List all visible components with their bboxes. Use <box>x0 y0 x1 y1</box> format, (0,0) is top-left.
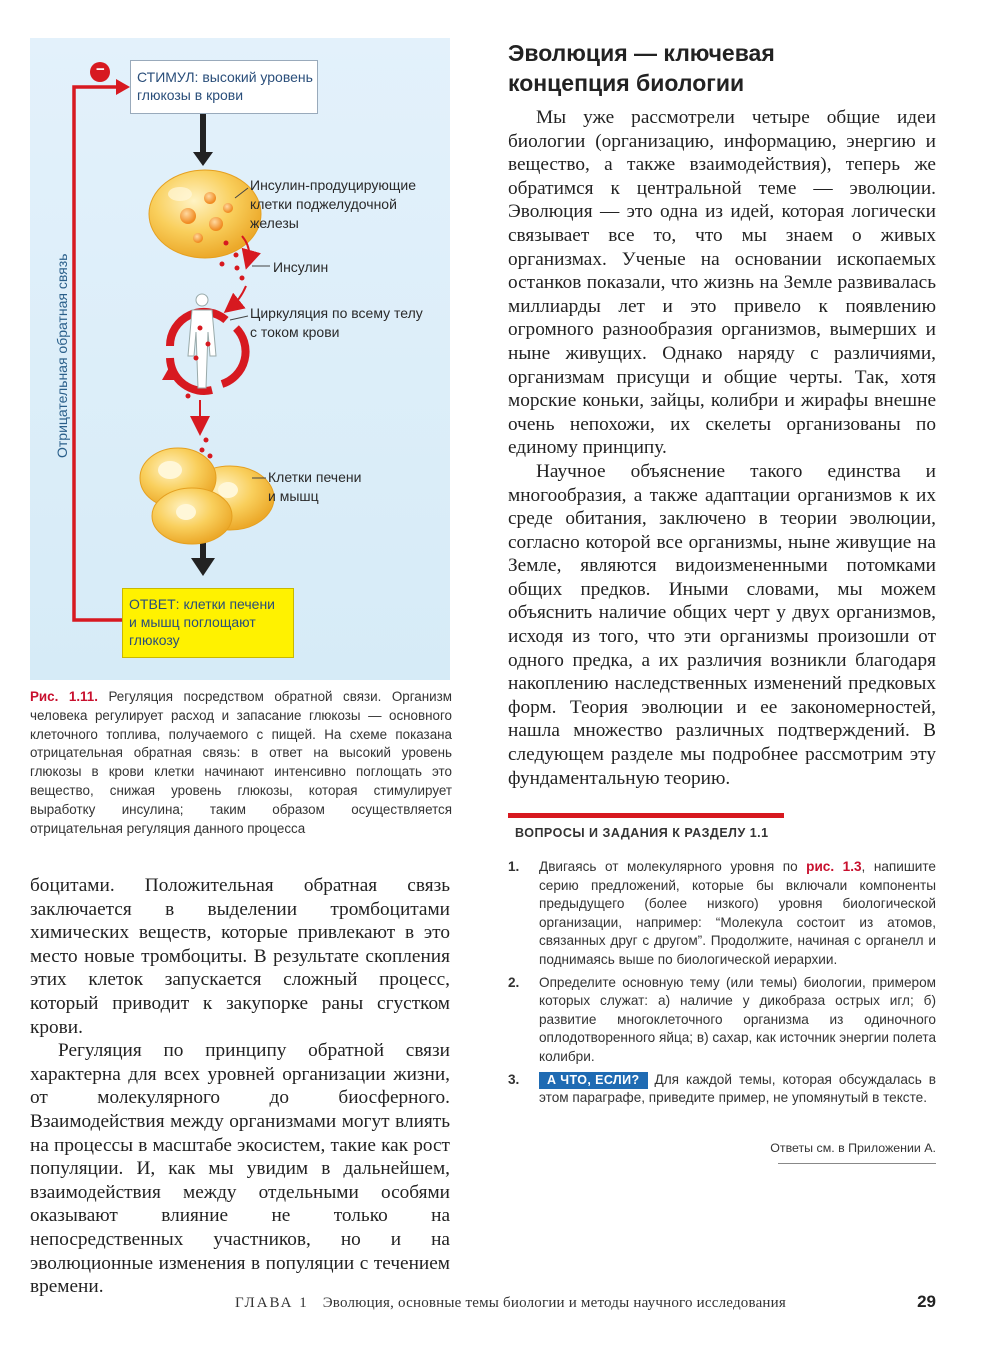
minus-sign: − <box>96 61 105 78</box>
question-2 <box>508 974 936 1067</box>
liver-label-1: Клетки печени <box>268 469 362 485</box>
feedback-diagram-graphic <box>30 38 450 680</box>
left-paragraph-1: боцитами. Положительная обратная связь заключается в выделении тромбоцитами химических веществ, которые привлекают в это место новые тромбоциты. В результате скопления этих клеток запускается сложный процесс, который приводит к закупорке раны сгустком крови. <box>30 875 450 1038</box>
question-3-text <box>539 1071 936 1108</box>
response-box <box>122 588 294 658</box>
section-paragraph-2: Научное объяснение такого единства и многообразия, а также адаптации организмов к их среде обитания, заключено в теории эволюции, согласно которой все организмы, ныне живущие на Земле, являются видоизмененными потомками общих предков. Иными словами, мы можем объяснить наличие общих черт у двух организмов, исходя из того, что эти организмы произошли от одного предка, а их различия возникли благодаря накоплению наследственных изменений предковых форм. Теория эволюции и ее закономерностей, нашла множество различных подтверждений. В следующем разделе мы подробнее рассмотрим эту фундаментальную теорию. <box>508 460 936 789</box>
questions-list <box>508 858 936 1112</box>
questions-heading: ВОПРОСЫ И ЗАДАНИЯ К РАЗДЕЛУ 1.1 <box>515 826 769 840</box>
response-line2: и мышц поглощают <box>129 614 256 630</box>
figure-feedback-diagram <box>30 38 450 680</box>
question-1-number: 1. <box>508 859 520 874</box>
insulin-label: Инсулин <box>273 259 329 275</box>
pancreas-label-1: Инсулин-продуцирующие <box>250 177 416 193</box>
feedback-loop-line <box>74 87 124 620</box>
circulation-label-1: Циркуляция по всему телу <box>250 305 423 321</box>
page-footer <box>235 1295 786 1312</box>
question-3-number: 3. <box>508 1071 520 1087</box>
figure-caption-text: Регуляция посредством обратной связи. Организм человека регулирует расход и запасание глюкозы — основного клеточного топлива, получаемого с пищей. На схеме показана отрицательная обратная связь: в ответ на высокий уровень глюкозы в крови клетки начинают интенсивно поглощать это вещество, снижая уровень глюкозы, которая стимулирует выработку инсулина; таким образом осуществляется отрицательная регуляция данного процесса <box>30 689 452 836</box>
figure-caption <box>30 688 452 838</box>
question-1-text <box>539 858 936 970</box>
footer-title: Эволюция, основные темы биологии и методы научного исследования <box>322 1295 786 1311</box>
figure-caption-label: Рис. 1.11. <box>30 689 98 704</box>
what-if-badge: А ЧТО, ЕСЛИ? <box>539 1072 648 1089</box>
section-paragraph-1: Мы уже рассмотрели четыре общие идеи биологии (организацию, информацию, энергию и вещество, а также взаимодействия), теперь же обратимся к центральной теме — эволюции. Эволюция — это одна из идей, которая логически связывает все то, что мы знаем о живых организмах. Ученые на основании ископаемых останков показали, что жизнь на Земле развивалась миллиарды лет и это привело к появлению огромного разнообразия организмов, вымерших и ныне живущих. Однако наряду с различиями, организмам присущи и общие черты. Так, хотя морские коньки, зайцы, колибри и жирафы внешне очень непохожи, их скелеты организованы по единому принципу. <box>508 107 936 459</box>
question-1 <box>508 858 936 970</box>
stimulus-line2: глюкозы в крови <box>137 87 244 103</box>
question-3-body: Для каждой темы, которая обсуждалась в этом параграфе, приведите пример, не упомянутый в тексте. <box>539 1071 936 1106</box>
page-number: 29 <box>917 1292 936 1311</box>
left-paragraph-2: Регуляция по принципу обратной связи характерна для всех уровней организации жизни, от молекулярного до биосферного. Взаимодействия между организмами могут влиять на процессы в масштабе экосистем, такие как рост популяции. И, как мы увидим в дальнейшем, взаимодействия между отдельными особями оказывают влияние не только на непосредственных участников, но и на эволюционные изменения в популяции с течением времени. <box>30 1040 450 1298</box>
liver-muscle-cells-icon <box>140 448 274 544</box>
section-title-line2: концепция биологии <box>508 70 745 96</box>
question-1-post: , напишите серию предложений, которые бы включали компоненты предыдущего (более низкого) уровня биологической организации, например: “Молекула состоит из атомов, связанных друг с другом”. Продолжите, начиная с органелл и поднимаясь выше по биологической иерархии. <box>539 859 936 967</box>
response-line1: ОТВЕТ: клетки печени <box>129 596 276 612</box>
question-3 <box>508 1071 936 1108</box>
answers-note: Ответы см. в Приложении А. <box>770 1141 936 1155</box>
pancreas-label-3: железы <box>250 215 299 231</box>
section-title <box>508 38 936 98</box>
section-title-line1: Эволюция — ключевая <box>508 40 775 66</box>
arrow-down-1 <box>200 114 206 154</box>
pancreas-cell-icon <box>149 170 261 258</box>
feedback-arrowhead <box>116 79 130 95</box>
footer-chapter: ГЛАВА 1 <box>235 1295 309 1311</box>
right-column <box>508 38 936 790</box>
stimulus-line1: СТИМУЛ: высокий уровень <box>137 69 313 85</box>
response-line3: глюкозу <box>129 632 180 648</box>
feedback-vertical-label: Отрицательная обратная связь <box>54 253 70 458</box>
question-2-number: 2. <box>508 974 520 990</box>
question-1-pre: Двигаясь от молекулярного уровня по <box>539 859 807 874</box>
pancreas-label-2: клетки поджелудочной <box>250 196 397 212</box>
liver-label-2: и мышц <box>268 488 319 504</box>
question-2-text: Определите основную тему (или темы) биологии, примером которых служат: а) наличие у дикобраза острых игл; б) развитие многоклеточного организма из одиночного оплодотворенного яйца; в) сахар, как источник энергии полета колибри. <box>539 974 937 1064</box>
left-column-text <box>30 874 450 1299</box>
answers-divider <box>778 1163 936 1164</box>
questions-red-bar <box>508 813 784 818</box>
circulation-label-2: с током крови <box>250 324 340 340</box>
figure-ref-link[interactable]: рис. 1.3 <box>806 859 862 874</box>
stimulus-box <box>130 60 318 114</box>
circulation-icon <box>162 294 246 391</box>
